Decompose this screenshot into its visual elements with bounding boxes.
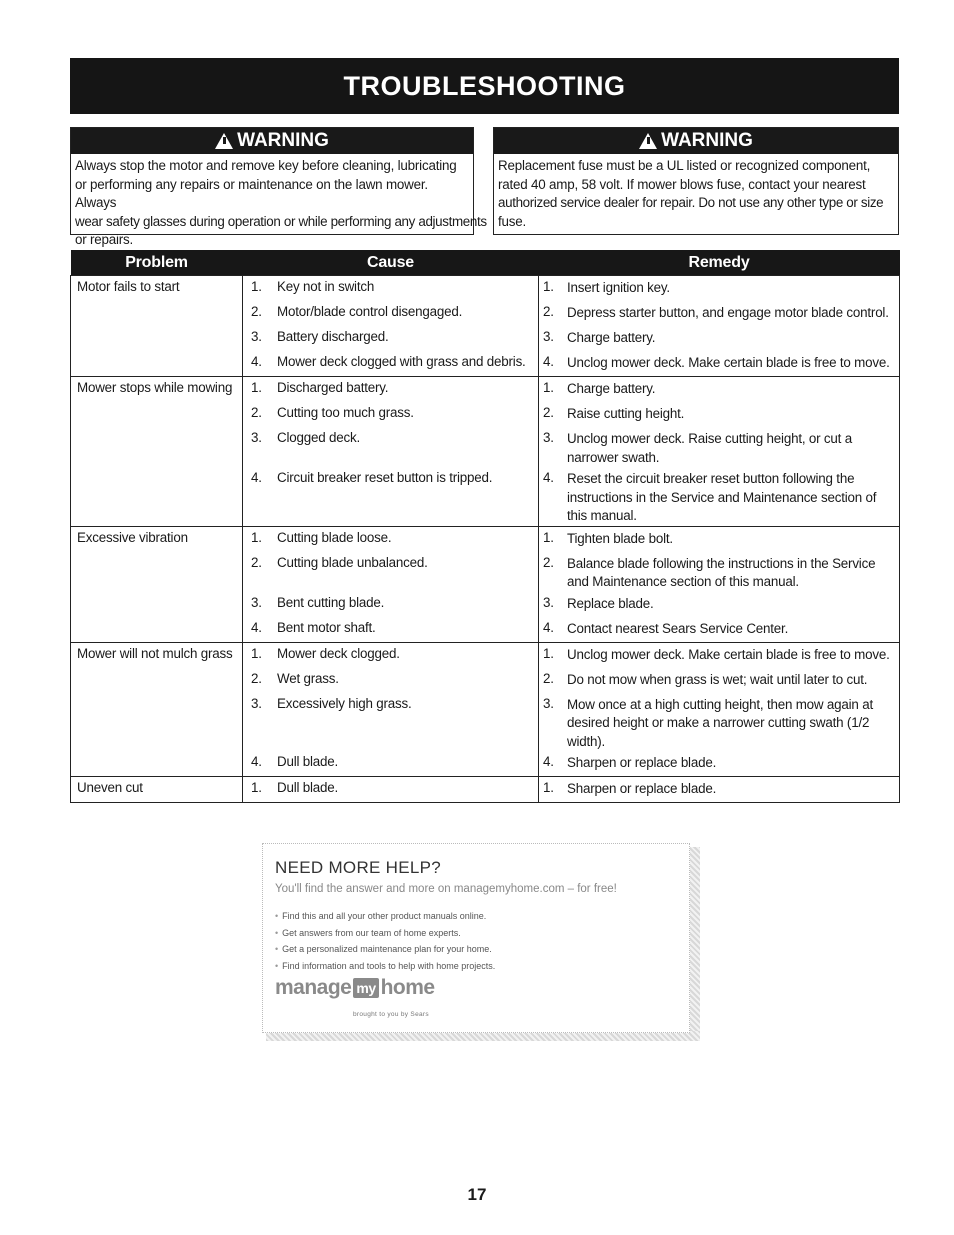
remedy-number: 2.: [543, 670, 554, 686]
remedy-cell: Depress starter button, and engage motor blade control.: [567, 301, 900, 326]
remedy-cell: Unclog mower deck. Make certain blade is free to move.: [567, 351, 900, 377]
cause-cell: Key not in switch: [277, 276, 539, 302]
cause-number: 3.: [251, 695, 262, 711]
cause-cell: Motor/blade control disengaged.: [277, 301, 539, 326]
page-title: TROUBLESHOOTING: [343, 70, 626, 101]
problem-cell: Motor fails to start: [71, 276, 243, 377]
warning-text: [71, 154, 487, 250]
troubleshooting-table: [70, 250, 900, 803]
cause-cell: Cutting too much grass.: [277, 402, 539, 427]
cause-cell: Bent cutting blade.: [277, 592, 539, 617]
warning-line: Replacement fuse must be a UL listed or recognized component,: [498, 158, 871, 173]
remedy-number: 2.: [543, 405, 554, 420]
warning-heading: WARNING: [237, 130, 329, 151]
table-row: [71, 276, 900, 302]
cause-cell: Wet grass.: [277, 668, 539, 693]
cause-number: 4.: [251, 754, 262, 769]
cause-cell: Battery discharged.: [277, 326, 539, 351]
remedy-number: 1.: [539, 377, 568, 403]
remedy-number: 2.: [543, 304, 554, 319]
remedy-number: 3.: [543, 329, 554, 344]
list-item: • Get answers from our team of home experts.: [275, 925, 495, 942]
cause-cell: Clogged deck.: [277, 427, 539, 467]
remedy-cell: Balance blade following the instructions in the Service and Maintenance section of this manual.: [567, 552, 900, 592]
cause-cell: Excessively high grass.: [277, 693, 539, 752]
remedy-number: 1.: [539, 526, 568, 552]
table-row: [71, 777, 900, 803]
remedy-cell: Reset the circuit breaker reset button following the instructions in the Service and Maintenance section of this manual.: [567, 467, 900, 526]
section-title-bar: [70, 58, 899, 114]
cause-cell: Cutting blade unbalanced.: [277, 552, 539, 592]
warning-box-fuse: [493, 127, 899, 235]
remedy-number: 3.: [543, 594, 554, 610]
table-row: [71, 642, 900, 668]
cause-cell: Cutting blade loose.: [277, 526, 539, 552]
remedy-cell: Sharpen or replace blade.: [567, 751, 900, 777]
remedy-cell: Charge battery.: [567, 377, 900, 403]
cause-number: 1.: [243, 777, 278, 803]
problem-cell: Mower stops while mowing: [71, 377, 243, 527]
warning-line: fuse.: [498, 213, 527, 229]
remedy-number: 4.: [543, 619, 554, 635]
help-subtitle: You'll find the answer and more on managemyhome.com – for free!: [275, 883, 617, 895]
cause-number: 1.: [243, 377, 278, 403]
warning-triangle-icon: [215, 133, 233, 149]
remedy-number: 1.: [539, 642, 568, 668]
warning-header: [494, 128, 898, 154]
cause-cell: Circuit breaker reset button is tripped.: [277, 467, 539, 526]
remedy-number: 4.: [543, 470, 554, 485]
cause-number: 3.: [251, 430, 262, 445]
table-body: [71, 276, 900, 803]
remedy-number: 1.: [539, 777, 568, 803]
remedy-cell: Raise cutting height.: [567, 402, 900, 427]
brought-by-sears: brought to you by Sears: [353, 1011, 429, 1018]
warning-heading: WARNING: [661, 130, 753, 151]
cause-number: 2.: [251, 405, 262, 420]
problem-cell: Uneven cut: [71, 777, 243, 803]
cause-number: 2.: [251, 554, 262, 570]
cause-number: 1.: [243, 526, 278, 552]
cause-number: 1.: [243, 642, 278, 668]
remedy-number: 4.: [543, 754, 554, 769]
cause-cell: Bent motor shaft.: [277, 617, 539, 643]
cause-number: 2.: [251, 304, 262, 319]
warning-line: rated 40 amp, 58 volt. If mower blows fuse, contact your nearest: [498, 176, 866, 192]
warning-line: authorized service dealer for repair. Do not use any other type or size: [498, 195, 884, 210]
remedy-number: 1.: [539, 276, 568, 302]
cause-number: 1.: [243, 276, 278, 302]
cause-cell: Dull blade.: [277, 751, 539, 777]
cause-cell: Mower deck clogged.: [277, 642, 539, 668]
cause-cell: Mower deck clogged with grass and debris.: [277, 351, 539, 377]
remedy-cell: Sharpen or replace blade.: [567, 777, 900, 803]
cause-number: 4.: [251, 619, 262, 635]
page-number: 17: [467, 1185, 487, 1204]
warning-box-maintenance: [70, 127, 487, 247]
cause-number: 4.: [251, 354, 262, 369]
remedy-number: 3.: [543, 430, 554, 445]
header-remedy: Remedy: [539, 250, 900, 276]
warning-line: or repairs.: [75, 232, 134, 247]
warning-header: [71, 128, 473, 154]
remedy-cell: Do not mow when grass is wet; wait until later to cut.: [567, 668, 900, 693]
warning-text: [494, 154, 898, 231]
remedy-cell: Charge battery.: [567, 326, 900, 351]
remedy-cell: Tighten blade bolt.: [567, 526, 900, 552]
remedy-number: 3.: [543, 695, 554, 711]
help-title: NEED MORE HELP?: [275, 858, 442, 877]
cause-number: 3.: [251, 329, 262, 344]
remedy-cell: Unclog mower deck. Make certain blade is free to move.: [567, 642, 900, 668]
table-row: [71, 526, 900, 552]
logo-text-my: my: [353, 978, 378, 998]
logo-text-home: home: [380, 976, 435, 999]
warning-triangle-icon: [639, 133, 657, 149]
remedy-number: 2.: [543, 554, 554, 570]
need-more-help-box: [262, 843, 690, 1033]
list-item: • Get a personalized maintenance plan for your home.: [275, 941, 495, 958]
problem-cell: Mower will not mulch grass: [71, 642, 243, 777]
warning-line: Always stop the motor and remove key before cleaning, lubricating: [75, 158, 457, 173]
list-item: • Find information and tools to help with home projects.: [275, 958, 495, 975]
warning-line: or performing any repairs or maintenance on the lawn mower. Always: [75, 176, 428, 210]
remedy-cell: Replace blade.: [567, 592, 900, 617]
cause-cell: Discharged battery.: [277, 377, 539, 403]
remedy-cell: Contact nearest Sears Service Center.: [567, 617, 900, 643]
remedy-cell: Unclog mower deck. Raise cutting height, or cut a narrower swath.: [567, 427, 900, 467]
list-item: • Find this and all your other product manuals online.: [275, 908, 495, 925]
table-header-row: [71, 250, 900, 276]
logo-text-manage: manage: [275, 976, 352, 999]
header-cause: Cause: [243, 250, 539, 276]
remedy-cell: Insert ignition key.: [567, 276, 900, 302]
cause-number: 2.: [251, 670, 262, 686]
problem-cell: Excessive vibration: [71, 526, 243, 642]
table-row: [71, 377, 900, 403]
remedy-number: 4.: [543, 354, 554, 369]
header-problem: Problem: [71, 250, 243, 276]
cause-number: 3.: [251, 594, 262, 610]
managemyhome-logo: [275, 976, 435, 1000]
warning-line: wear safety glasses during operation or while performing any adjustments: [75, 213, 487, 229]
cause-cell: Dull blade.: [277, 777, 539, 803]
help-bullet-list: [275, 908, 495, 974]
cause-number: 4.: [251, 470, 262, 485]
remedy-cell: Mow once at a high cutting height, then mow again at desired height or make a narrower cutting swath (1/2 width).: [567, 693, 900, 752]
